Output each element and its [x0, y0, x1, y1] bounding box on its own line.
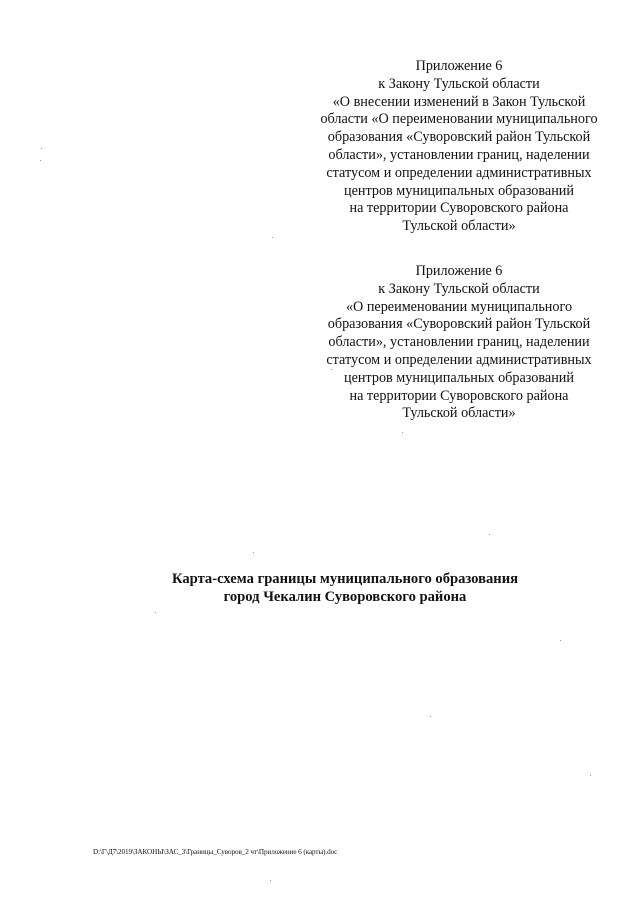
appendix-line: на территории Суворовского района: [349, 200, 569, 217]
appendix-line: статусом и определении административных: [326, 351, 592, 368]
scan-speck: [40, 160, 41, 161]
map-title-line: город Чекалин Суворовского района: [223, 588, 467, 605]
scan-speck: [253, 552, 254, 553]
scan-speck: [560, 640, 561, 641]
scan-speck: [155, 612, 156, 613]
map-title-line: Карта-схема границы муниципального образования: [171, 571, 519, 587]
appendix-line: «О переименовании муниципального: [345, 298, 573, 315]
scan-speck: [430, 716, 431, 717]
scan-speck: [331, 369, 332, 370]
appendix-line: Приложение 6: [415, 58, 503, 74]
appendix-header-amendment: [300, 58, 618, 236]
appendix-line: Тульской области»: [402, 218, 516, 235]
scan-speck: [272, 237, 273, 238]
appendix-line: центров муниципальных образований: [344, 369, 574, 386]
appendix-line: образования «Суворовский район Тульской: [327, 316, 591, 333]
appendix-line: «О внесении изменений в Закон Тульской: [332, 93, 586, 110]
scan-speck: [270, 880, 271, 881]
appendix-line: образования «Суворовский район Тульской: [327, 129, 591, 146]
appendix-line: области «О переименовании муниципального: [320, 111, 598, 128]
map-title: [120, 571, 570, 606]
appendix-line: области», установлении границ, наделении: [328, 334, 590, 351]
appendix-line: центров муниципальных образований: [344, 182, 574, 199]
appendix-line: Приложение 6: [415, 263, 503, 279]
appendix-line: к Закону Тульской области: [378, 280, 540, 297]
appendix-line: области», установлении границ, наделении: [328, 146, 590, 163]
scan-speck: [489, 534, 490, 535]
scan-speck: [402, 432, 403, 433]
appendix-line: Тульской области»: [402, 405, 516, 422]
appendix-line: статусом и определении административных: [326, 164, 592, 181]
footer-file-path: D:\Г\Д7\2019\ЗАКОНЫ\ЗАС_3\Границы_Суворов_2 чт\Приложение 6 (карты).doc: [93, 848, 338, 856]
appendix-line: к Закону Тульской области: [378, 75, 540, 92]
scan-speck: [41, 148, 42, 149]
scan-speck: [590, 775, 591, 776]
appendix-header-original: [300, 263, 618, 423]
appendix-line: на территории Суворовского района: [349, 387, 569, 404]
